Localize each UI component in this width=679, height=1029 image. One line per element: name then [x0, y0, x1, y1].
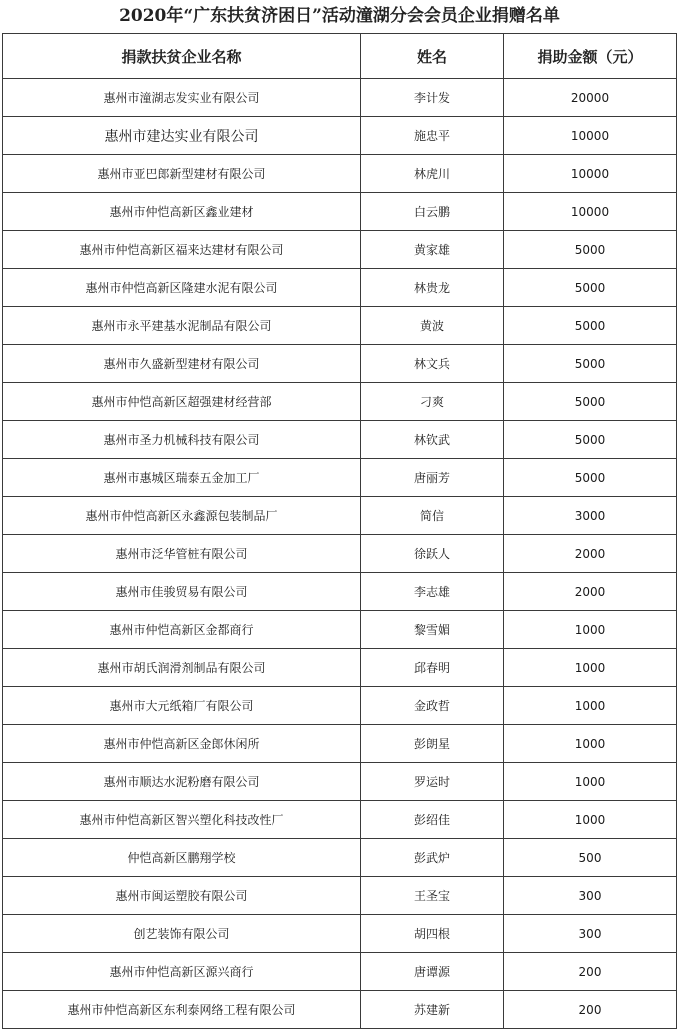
table-row: [3, 79, 677, 117]
name-cell: 彭绍佳: [361, 801, 504, 839]
table-row: [3, 725, 677, 763]
name-cell: 彭朗星: [361, 725, 504, 763]
amount-cell: 5000: [504, 307, 677, 345]
amount-cell: 10000: [504, 155, 677, 193]
amount-cell: 1000: [504, 611, 677, 649]
amount-cell: 1000: [504, 649, 677, 687]
name-cell: 林钦武: [361, 421, 504, 459]
company-cell: 惠州市仲恺高新区永鑫源包装制品厂: [3, 497, 361, 535]
amount-cell: 5000: [504, 421, 677, 459]
table-row: [3, 687, 677, 725]
company-cell: 惠州市仲恺高新区金郎休闲所: [3, 725, 361, 763]
table-row: [3, 117, 677, 155]
company-cell: 惠州市仲恺高新区智兴塑化科技改性厂: [3, 801, 361, 839]
table-row: [3, 801, 677, 839]
amount-cell: 2000: [504, 535, 677, 573]
table-row: [3, 573, 677, 611]
name-cell: 徐跃人: [361, 535, 504, 573]
company-cell: 惠州市久盛新型建材有限公司: [3, 345, 361, 383]
table-row: [3, 991, 677, 1029]
table-row: [3, 915, 677, 953]
company-cell: 惠州市圣力机械科技有限公司: [3, 421, 361, 459]
table-row: [3, 877, 677, 915]
amount-cell: 1000: [504, 801, 677, 839]
table-row: [3, 953, 677, 991]
company-cell: 惠州市亚巴郎新型建材有限公司: [3, 155, 361, 193]
company-cell: 惠州市仲恺高新区源兴商行: [3, 953, 361, 991]
amount-cell: 5000: [504, 383, 677, 421]
column-header-name: 姓名: [361, 34, 504, 79]
amount-cell: 1000: [504, 763, 677, 801]
table-row: [3, 839, 677, 877]
amount-cell: 200: [504, 953, 677, 991]
company-cell: 惠州市仲恺高新区超强建材经营部: [3, 383, 361, 421]
amount-cell: 1000: [504, 687, 677, 725]
table-row: [3, 535, 677, 573]
company-cell: 惠州市永平建基水泥制品有限公司: [3, 307, 361, 345]
name-cell: 黄家雄: [361, 231, 504, 269]
table-row: [3, 345, 677, 383]
table-row: [3, 763, 677, 801]
company-cell: 惠州市胡氏润滑剂制品有限公司: [3, 649, 361, 687]
amount-cell: 300: [504, 915, 677, 953]
amount-cell: 10000: [504, 117, 677, 155]
company-cell: 惠州市仲恺高新区鑫业建材: [3, 193, 361, 231]
table-row: [3, 383, 677, 421]
name-cell: 白云鹏: [361, 193, 504, 231]
table-row: [3, 421, 677, 459]
company-cell: 惠州市顺达水泥粉磨有限公司: [3, 763, 361, 801]
table-row: [3, 193, 677, 231]
table-row: [3, 155, 677, 193]
column-header-company: 捐款扶贫企业名称: [3, 34, 361, 79]
name-cell: 林贵龙: [361, 269, 504, 307]
amount-cell: 500: [504, 839, 677, 877]
company-cell: 惠州市惠城区瑞泰五金加工厂: [3, 459, 361, 497]
amount-cell: 5000: [504, 231, 677, 269]
table-row: [3, 611, 677, 649]
name-cell: 黎雪媚: [361, 611, 504, 649]
name-cell: 黄波: [361, 307, 504, 345]
amount-cell: 3000: [504, 497, 677, 535]
name-cell: 胡四根: [361, 915, 504, 953]
name-cell: 金政哲: [361, 687, 504, 725]
amount-cell: 5000: [504, 345, 677, 383]
amount-cell: 1000: [504, 725, 677, 763]
name-cell: 彭武炉: [361, 839, 504, 877]
table-header-row: [3, 34, 677, 79]
company-cell: 惠州市仲恺高新区金都商行: [3, 611, 361, 649]
column-header-amount: 捐助金额（元）: [504, 34, 677, 79]
table-row: [3, 649, 677, 687]
amount-cell: 5000: [504, 269, 677, 307]
name-cell: 唐谭源: [361, 953, 504, 991]
name-cell: 李志雄: [361, 573, 504, 611]
donor-table: [2, 33, 677, 1029]
company-cell: 创艺装饰有限公司: [3, 915, 361, 953]
name-cell: 林文兵: [361, 345, 504, 383]
amount-cell: 200: [504, 991, 677, 1029]
name-cell: 施忠平: [361, 117, 504, 155]
company-cell: 惠州市泛华管桩有限公司: [3, 535, 361, 573]
name-cell: 简信: [361, 497, 504, 535]
table-row: [3, 307, 677, 345]
table-row: [3, 497, 677, 535]
company-cell: 惠州市仲恺高新区隆建水泥有限公司: [3, 269, 361, 307]
amount-cell: 300: [504, 877, 677, 915]
amount-cell: 10000: [504, 193, 677, 231]
page-title: 2020年“广东扶贫济困日”活动潼湖分会会员企业捐赠名单: [119, 6, 560, 26]
company-cell: 惠州市大元纸箱厂有限公司: [3, 687, 361, 725]
table-row: [3, 269, 677, 307]
company-cell: 惠州市佳骏贸易有限公司: [3, 573, 361, 611]
company-cell: 惠州市闽运塑胶有限公司: [3, 877, 361, 915]
company-cell: 惠州市建达实业有限公司: [3, 117, 361, 155]
company-cell: 惠州市潼湖志发实业有限公司: [3, 79, 361, 117]
amount-cell: 2000: [504, 573, 677, 611]
company-cell: 惠州市仲恺高新区福来达建材有限公司: [3, 231, 361, 269]
name-cell: 苏建新: [361, 991, 504, 1029]
amount-cell: 5000: [504, 459, 677, 497]
amount-cell: 20000: [504, 79, 677, 117]
name-cell: 罗运时: [361, 763, 504, 801]
name-cell: 林虎川: [361, 155, 504, 193]
table-row: [3, 459, 677, 497]
name-cell: 唐丽芳: [361, 459, 504, 497]
company-cell: 仲恺高新区鹏翔学校: [3, 839, 361, 877]
name-cell: 邱春明: [361, 649, 504, 687]
name-cell: 李计发: [361, 79, 504, 117]
name-cell: 刁爽: [361, 383, 504, 421]
name-cell: 王圣宝: [361, 877, 504, 915]
table-row: [3, 231, 677, 269]
company-cell: 惠州市仲恺高新区东利泰网络工程有限公司: [3, 991, 361, 1029]
